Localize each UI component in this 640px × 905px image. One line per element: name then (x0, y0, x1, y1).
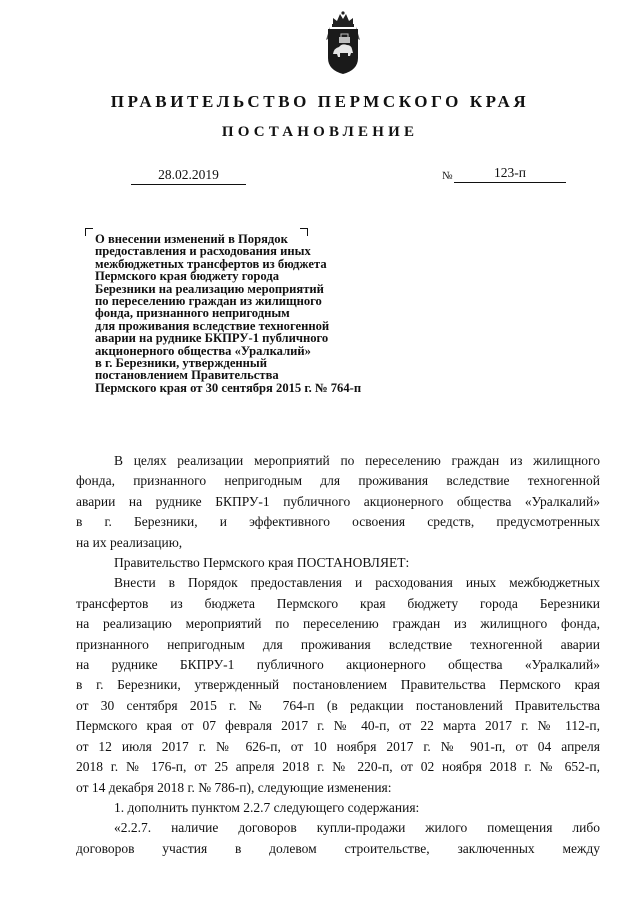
document-subject (95, 233, 415, 394)
document-date: 28.02.2019 (131, 167, 246, 185)
number-label: № (442, 170, 453, 182)
body-line: «2.2.7. наличие договоров купли-продажи жилого помещения либо (114, 820, 600, 836)
subject-line: фонда, признанного непригодным (95, 306, 290, 321)
subject-line: аварии на руднике БКПРУ-1 публичного (95, 331, 329, 346)
document-body (76, 451, 600, 859)
body-line: от 30 сентября 2015 г. № 764-п (в редакции постановлений Правительства (76, 697, 600, 713)
government-title: ПРАВИТЕЛЬСТВО ПЕРМСКОГО КРАЯ (110, 92, 530, 111)
subject-line: предоставления и расходования иных (95, 244, 311, 259)
subject-line: Пермского края от 30 сентября 2015 г. № 764-п (95, 380, 362, 395)
body-line: от 12 июля 2017 г. № 626-п, от 10 ноября 2017 г. № 901-п, от 04 апреля (76, 738, 600, 754)
subject-line: Пермского края бюджету города (95, 269, 280, 284)
body-line: на их реализацию, (76, 534, 183, 550)
subject-line: по переселению граждан из жилищного (95, 294, 322, 309)
body-line: аварии на руднике БКПРУ-1 публичного акционерного общества «Уралкалий» (76, 493, 600, 509)
body-line: признанного непригодным для проживания вследствие техногенной аварии (76, 636, 600, 652)
body-line: Внести в Порядок предоставления и расходования иных межбюджетных (114, 575, 600, 591)
body-line: В целях реализации мероприятий по переселению граждан из жилищного (114, 453, 600, 468)
body-line: договоров участия в долевом строительстве, заключенных между (76, 840, 600, 856)
subject-line: постановлением Правительства (95, 368, 279, 383)
document-number: 123-п (454, 165, 566, 183)
body-line: в г. Березники, утвержденный постановлением Правительства Пермского края (76, 677, 600, 693)
subject-bracket-left (85, 228, 93, 236)
body-line: на руднике БКПРУ-1 публичного акционерного общества «Уралкалий» (76, 657, 600, 673)
subject-line: межбюджетных трансфертов из бюджета (95, 256, 327, 271)
subject-line: для проживания вследствие техногенной (95, 318, 330, 333)
body-line: трансфертов из бюджета Пермского края бюджету города Березники (76, 595, 600, 611)
body-line: фонда, признанного непригодным для проживания вследствие техногенной (76, 473, 600, 489)
body-line: в г. Березники, и эффективного освоения средств, предусмотренных (76, 514, 600, 530)
subject-line: О внесении изменений в Порядок (95, 232, 288, 246)
body-line: 2018 г. № 176-п, от 25 апреля 2018 г. № 220-п, от 02 ноября 2018 г. № 652-п, (76, 759, 600, 775)
subject-line: акционерного общества «Уралкалий» (95, 343, 311, 358)
body-line: 1. дополнить пунктом 2.2.7 следующего содержания: (114, 799, 420, 815)
coat-of-arms-icon (324, 10, 362, 76)
body-line: Пермского края от 07 февраля 2017 г. № 40-п, от 22 марта 2017 г. № 112-п, (76, 718, 600, 734)
body-line: от 14 декабря 2018 г. № 786-п), следующие изменения: (76, 779, 392, 795)
body-line: Правительство Пермского края ПОСТАНОВЛЯЕТ: (114, 555, 410, 571)
document-type: ПОСТАНОВЛЕНИЕ (221, 124, 419, 140)
subject-line: в г. Березники, утвержденный (95, 356, 268, 371)
body-line: на реализацию мероприятий по переселению граждан из жилищного фонда, (76, 616, 600, 632)
subject-line: Березники на реализацию мероприятий (95, 281, 324, 296)
